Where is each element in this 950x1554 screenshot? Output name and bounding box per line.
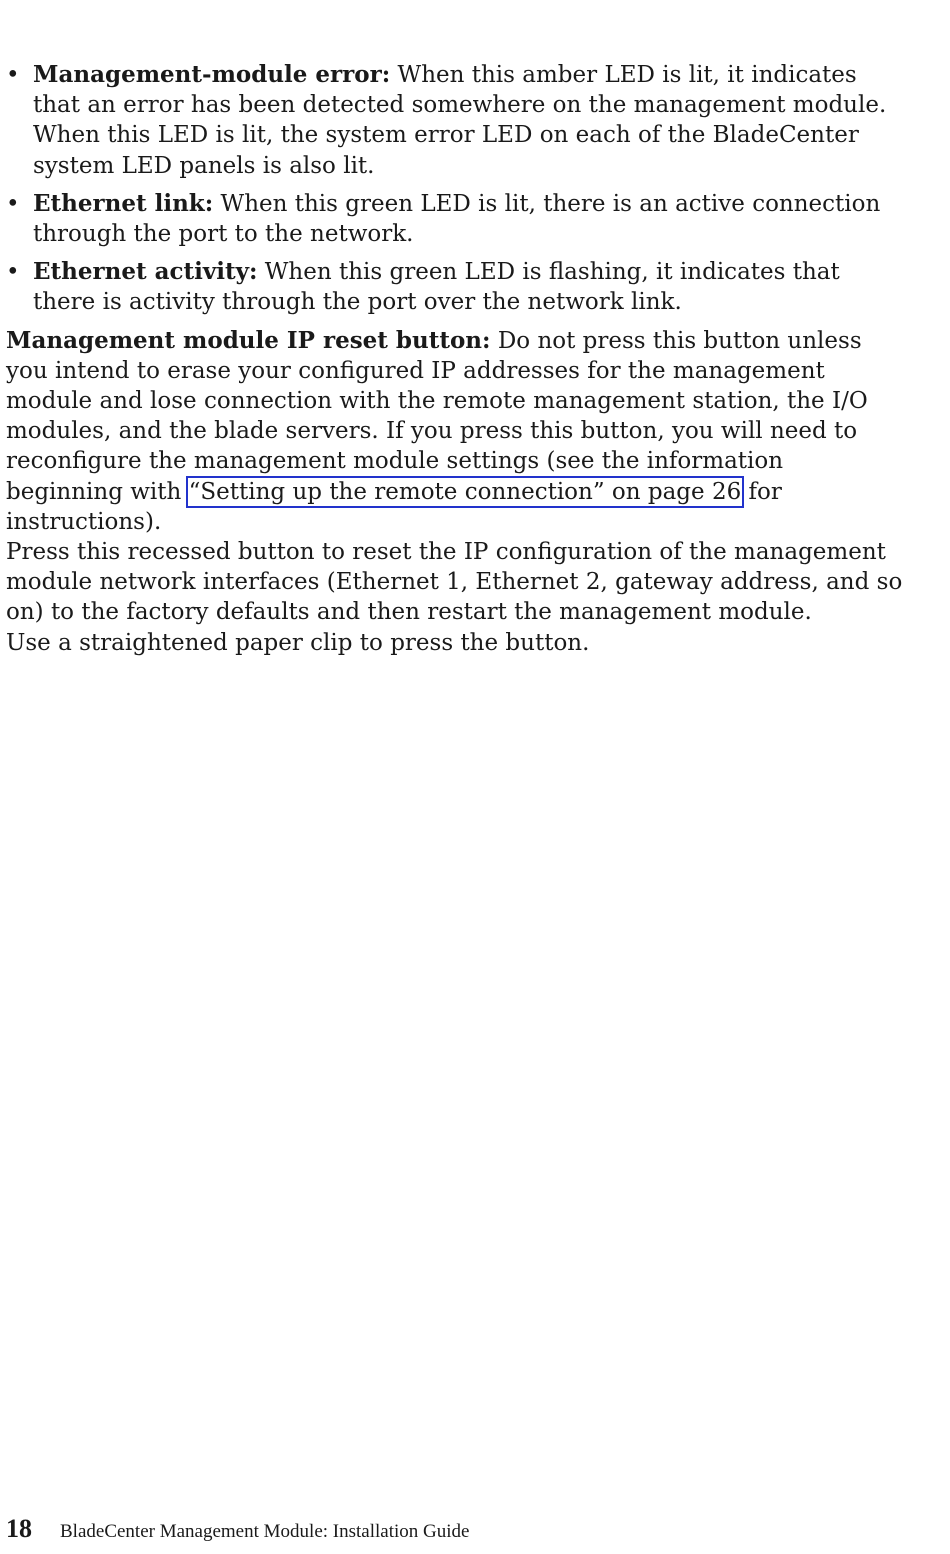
setting-up-remote-connection-link[interactable]: “Setting up the remote connection” on page 26 bbox=[188, 478, 742, 505]
document-title: BladeCenter Management Module: Installation Guide bbox=[60, 1521, 470, 1542]
list-item-text: When this amber LED is lit, it indicates that an error has been detected somewhere on the management module. When this LED is lit, the system error LED on each of the BladeCenter system LED panels is also lit. bbox=[33, 62, 887, 179]
reset-button-text-end: for instructions). bbox=[6, 478, 782, 535]
led-list bbox=[6, 60, 906, 318]
page-number: 18 bbox=[6, 1514, 32, 1543]
reset-button-term: Management module IP reset button: bbox=[6, 326, 491, 354]
reset-button-text: Do not press this button unless you intend to erase your configured IP addresses for the management module and lose connection with the remote management station, the I/O modules, and the blade servers. If you press this button, you will need to reconfigure the management module settings (see the information beginning with bbox=[6, 327, 868, 505]
paper-clip-paragraph: Use a straightened paper clip to press the button. bbox=[6, 629, 590, 656]
bullet: • bbox=[6, 62, 20, 88]
list-item bbox=[6, 189, 906, 249]
list-item bbox=[6, 60, 906, 181]
reset-button-paragraph bbox=[6, 326, 906, 537]
page-footer bbox=[6, 1514, 469, 1544]
bullet: • bbox=[6, 190, 20, 217]
list-item-term: Ethernet link: bbox=[33, 189, 214, 217]
bullet: • bbox=[6, 259, 20, 286]
list-item bbox=[6, 257, 906, 317]
list-item-term: Ethernet activity: bbox=[33, 258, 258, 286]
page-content bbox=[6, 60, 906, 658]
press-button-paragraph: Press this recessed button to reset the IP configuration of the management module network interfaces (Ethernet 1, Ethernet 2, gateway address, and so on) to the factory defaults and then restart the management module. bbox=[6, 539, 903, 626]
list-item-text: When this green LED is lit, there is an active connection through the port to the network. bbox=[33, 190, 881, 248]
list-item-text: When this green LED is flashing, it indicates that there is activity through the port over the network link. bbox=[33, 259, 840, 316]
list-item-term: Management-module error: bbox=[33, 61, 391, 88]
